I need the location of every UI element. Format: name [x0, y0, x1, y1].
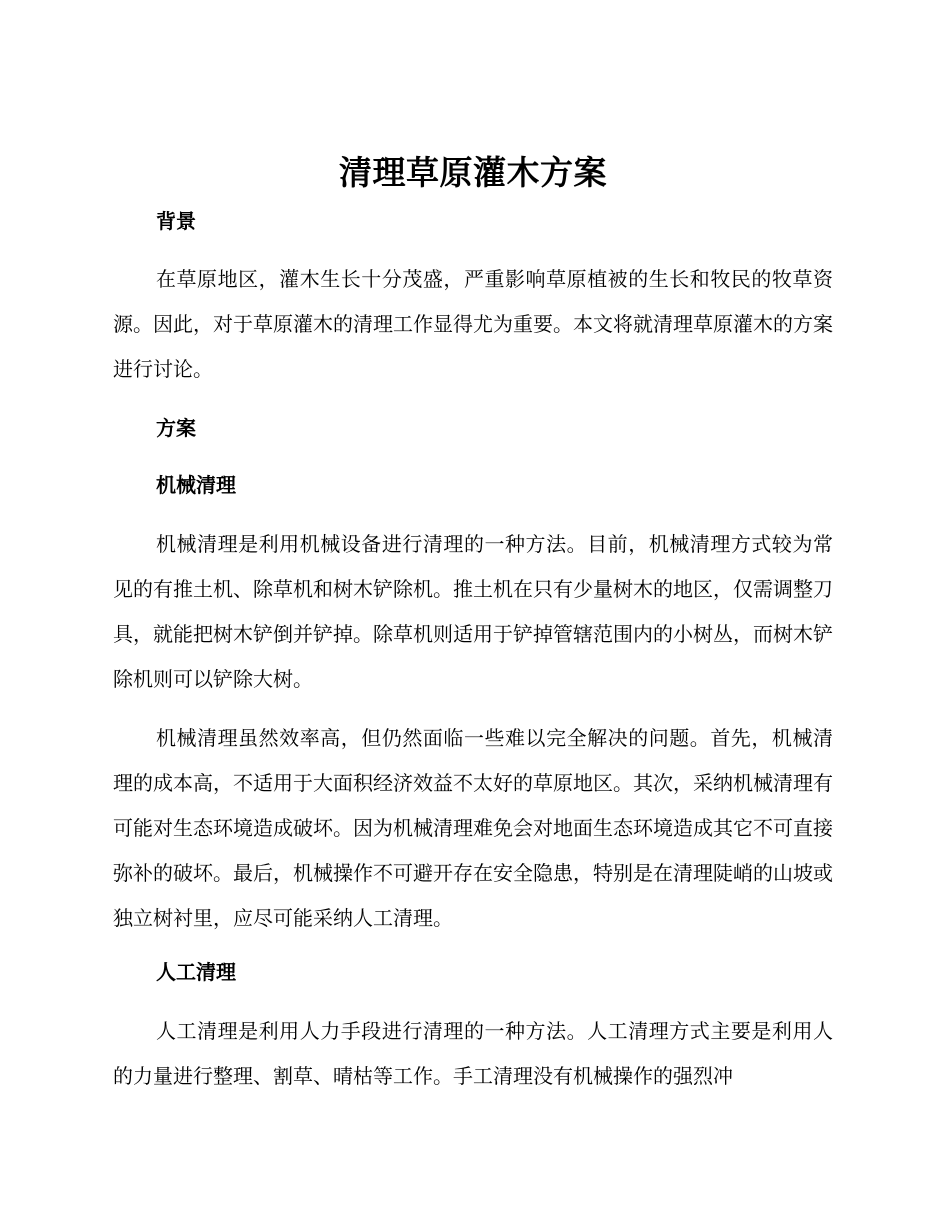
document-title: 清理草原灌木方案: [339, 153, 607, 192]
paragraph-manual-1: 人工清理是利用人力手段进行清理的一种方法。人工清理方式主要是利用人的力量进行整理、割草、晴枯等工作。手工清理没有机械操作的强烈冲: [113, 1019, 833, 1088]
document-page: [113, 150, 833, 1099]
paragraph-background: 在草原地区，灌木生长十分茂盛，严重影响草原植被的生长和牧民的牧草资源。因此，对于草原灌木的清理工作显得尤为重要。本文将就清理草原灌木的方案进行讨论。: [113, 267, 833, 381]
subsection-heading-manual: 人工清理: [156, 960, 236, 984]
subsection-heading-mechanical: 机械清理: [156, 473, 236, 497]
paragraph-mechanical-1: 机械清理是利用机械设备进行清理的一种方法。目前，机械清理方式较为常见的有推土机、除草机和树木铲除机。推土机在只有少量树木的地区，仅需调整刀具，就能把树木铲倒并铲掉。除草机则适用于铲掉管辖范围内的小树丛，而树木铲除机则可以铲除大树。: [113, 532, 833, 691]
paragraph-mechanical-2: 机械清理虽然效率高，但仍然面临一些难以完全解决的问题。首先，机械清理的成本高，不适用于大面积经济效益不太好的草原地区。其次，采纳机械清理有可能对生态环境造成破坏。因为机械清理难免会对地面生态环境造成其它不可直接弥补的破坏。最后，机械操作不可避开存在安全隐患，特别是在清理陡峭的山坡或独立树衬里，应尽可能采纳人工清理。: [113, 726, 833, 930]
section-heading-plan: 方案: [156, 416, 196, 440]
section-heading-background: 背景: [156, 209, 196, 233]
